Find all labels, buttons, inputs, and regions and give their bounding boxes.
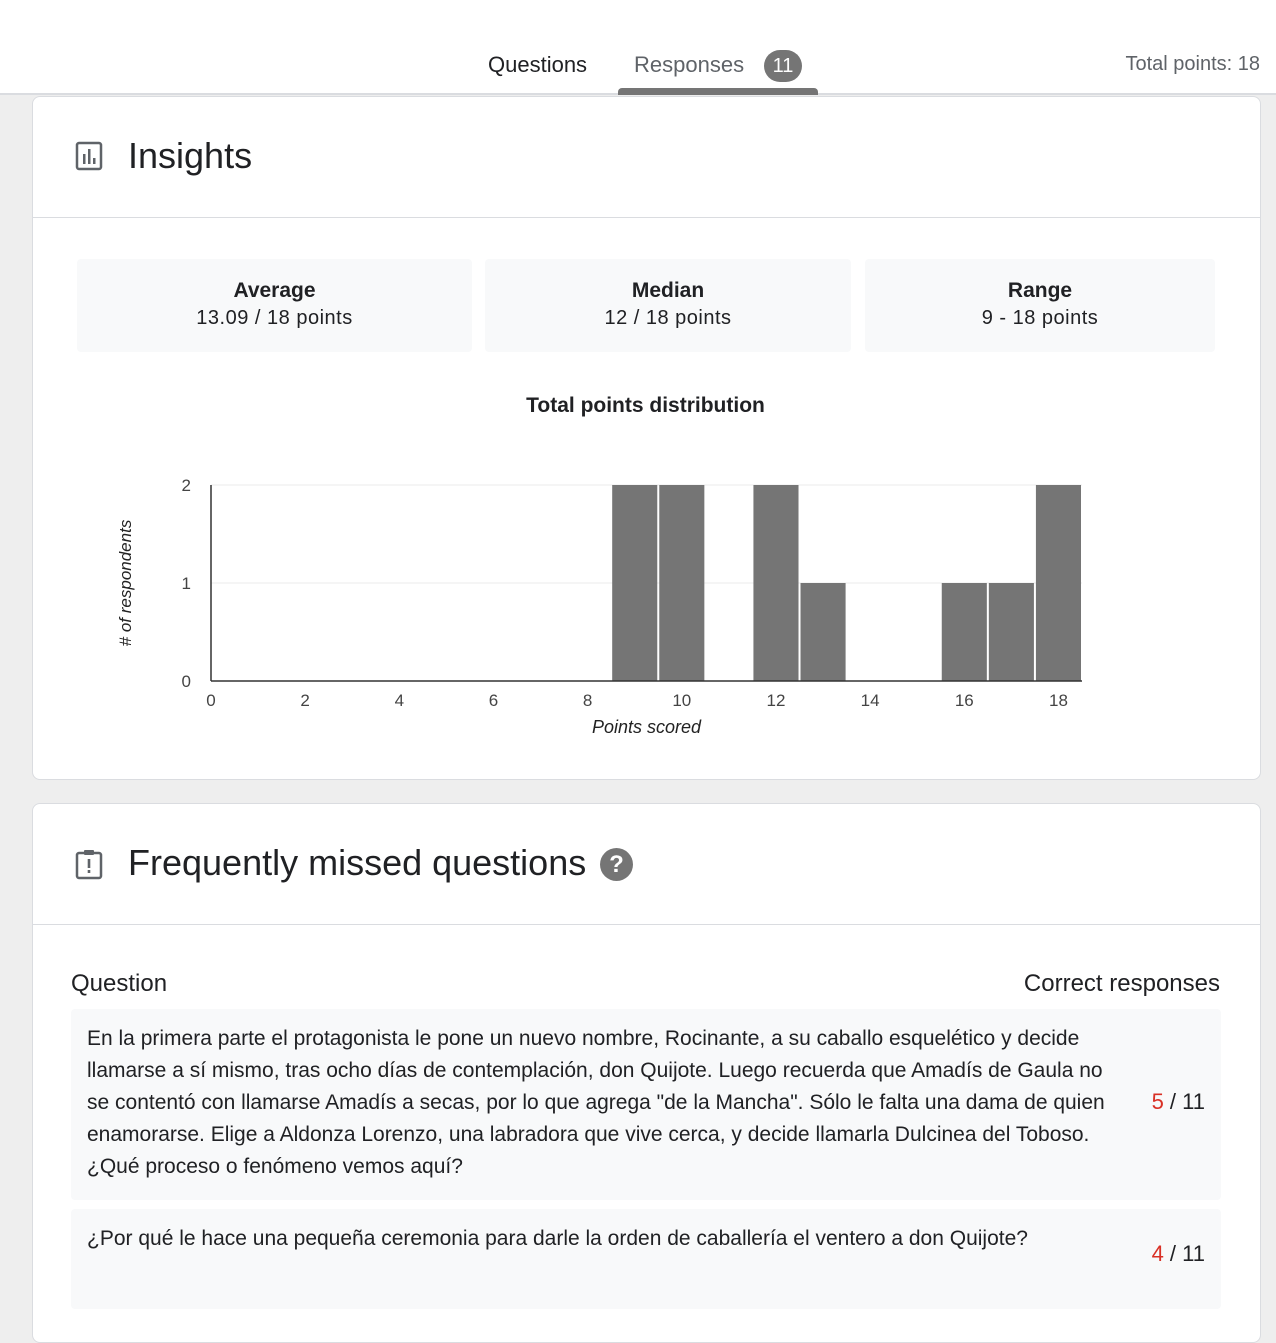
active-tab-indicator	[618, 88, 818, 95]
x-tick-label: 18	[1048, 691, 1068, 710]
stat-value: 12 / 18 points	[604, 307, 732, 329]
stat-label: Median	[631, 279, 705, 302]
y-axis-title: # of respondents	[116, 519, 135, 647]
x-tick-label: 2	[300, 691, 310, 710]
y-tick-label: 1	[181, 574, 191, 593]
tab-questions[interactable]: Questions	[488, 52, 588, 77]
question-text: En la primera parte el protagonista le pone un nuevo nombre, Rocinante, a su caballo esquelético y decide llamarse a sí mismo, tras ocho días de contemplación, don Quijote. Luego recuerda que Amadís de Gaula no se contentó con llamarse Amadís a secas, por lo que agrega "de la Mancha". Sólo le falta una dama de quien enamorarse. Elige a Aldonza Lorenzo, una labradora que vive cerca, y decide llamarla Dulcinea del Toboso. ¿Qué proceso o fenómeno vemos aquí?	[87, 1027, 1105, 1178]
points-distribution-chart	[1, 461, 1101, 761]
chart-title: Total points distribution	[526, 394, 765, 417]
stat-median	[485, 259, 851, 352]
histogram-bar	[989, 583, 1034, 681]
x-tick-label: 8	[582, 691, 593, 710]
x-axis-title: Points scored	[591, 717, 702, 737]
tab-responses[interactable]: Responses	[634, 52, 745, 77]
x-tick-label: 6	[488, 691, 499, 710]
histogram-bar	[659, 485, 704, 681]
stat-label: Range	[1007, 279, 1073, 302]
clipboard-alert-icon	[75, 848, 103, 885]
correct-count	[1152, 1089, 1205, 1115]
correct-count	[1152, 1241, 1205, 1267]
x-tick-label: 0	[206, 691, 216, 710]
stat-label: Average	[233, 279, 316, 302]
stat-value: 13.09 / 18 points	[196, 307, 353, 329]
x-tick-label: 4	[394, 691, 405, 710]
missed-questions-card	[32, 803, 1261, 1343]
responses-count-badge: 11	[764, 50, 802, 82]
column-header-correct: Correct responses	[1023, 970, 1220, 997]
total-number: / 11	[1163, 1241, 1205, 1266]
missed-title: Frequently missed questions	[128, 842, 587, 883]
help-icon[interactable]: ?	[600, 848, 633, 881]
insights-title: Insights	[128, 135, 253, 176]
stat-average	[77, 259, 472, 352]
top-bar	[0, 0, 1276, 95]
histogram-bar	[1036, 485, 1081, 681]
histogram-bar	[942, 583, 987, 681]
x-tick-label: 10	[672, 691, 692, 710]
correct-number: 4	[1151, 1241, 1164, 1266]
total-points: Total points: 18	[1125, 53, 1260, 75]
correct-number: 5	[1151, 1089, 1164, 1114]
x-tick-label: 12	[766, 691, 786, 710]
insights-card	[32, 96, 1261, 780]
bar-chart-icon	[75, 141, 103, 176]
y-tick-label: 2	[181, 476, 191, 495]
x-tick-label: 16	[954, 691, 974, 710]
total-number: / 11	[1163, 1089, 1205, 1114]
stat-value: 9 - 18 points	[981, 307, 1099, 329]
question-row[interactable]	[71, 1209, 1221, 1309]
column-header-question: Question	[71, 970, 168, 997]
x-tick-label: 14	[860, 691, 880, 710]
question-row[interactable]	[71, 1009, 1221, 1200]
y-tick-label: 0	[181, 672, 191, 691]
histogram-bar	[753, 485, 798, 681]
histogram-bar	[612, 485, 657, 681]
stat-range	[865, 259, 1215, 352]
question-text: ¿Por qué le hace una pequeña ceremonia para darle la orden de caballería el ventero a don Quijote?	[87, 1227, 1028, 1250]
histogram-bar	[801, 583, 846, 681]
